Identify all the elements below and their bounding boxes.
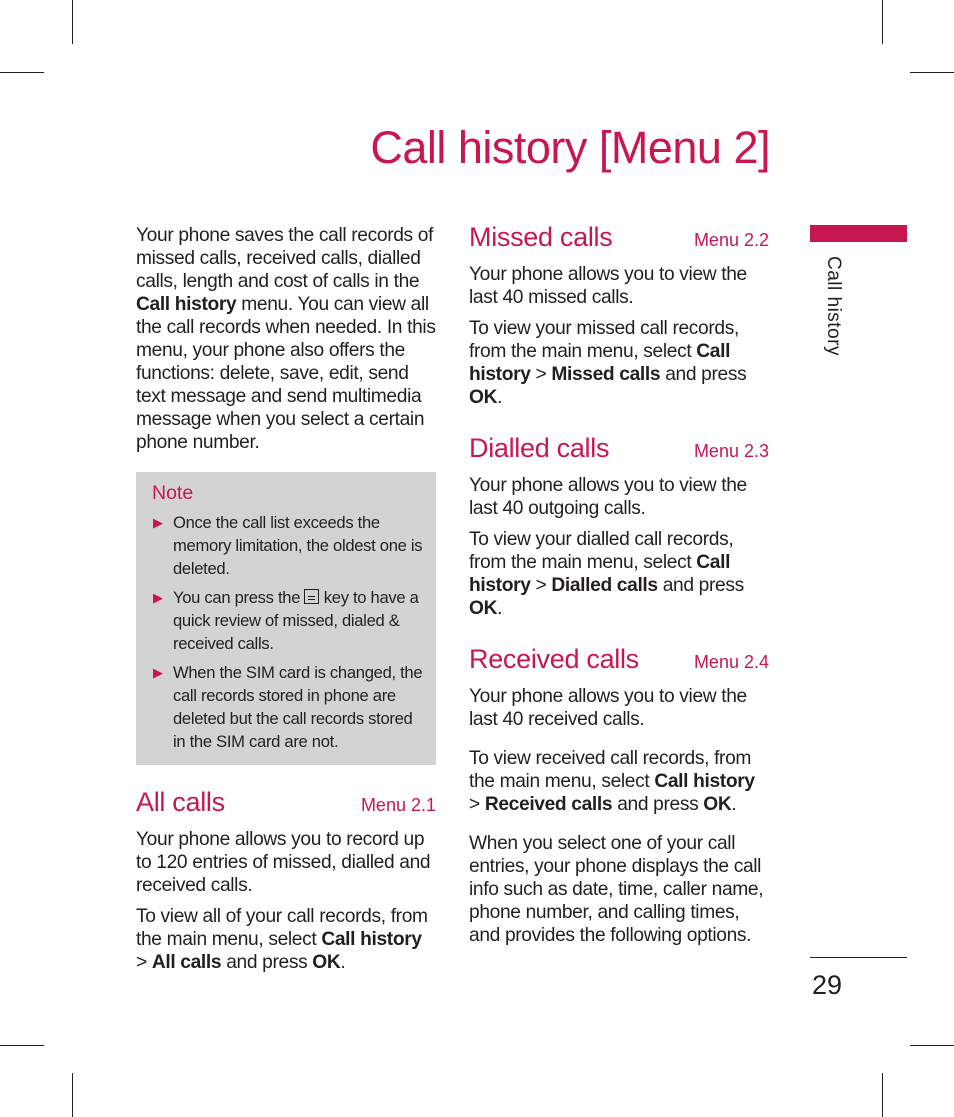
section-paragraph: To view received call records, from the main menu, select Call history > Received calls and press OK. <box>469 748 755 815</box>
section-paragraph: Your phone allows you to record up to 120 entries of missed, dialled and received calls. <box>136 829 431 896</box>
section-menu-number: Menu 2.1 <box>360 795 436 815</box>
page-title: Call history [Menu 2] <box>370 122 770 173</box>
bullet-arrow-icon: ▶ <box>153 590 163 605</box>
section-paragraph: Your phone allows you to view the last 40 received calls. <box>469 686 747 730</box>
page-number: 29 <box>812 970 843 1000</box>
note-box <box>136 472 436 765</box>
section-menu-number: Menu 2.4 <box>693 652 769 672</box>
section-paragraph: To view your missed call records, from the main menu, select Call history > Missed calls and press OK. <box>469 318 747 408</box>
intro-paragraph: Your phone saves the call records of missed calls, received calls, dialled calls, length and cost of calls in the Call history menu. You can view all the call records when needed. In this menu, your phone also offers the functions: delete, save, edit, send text message and send multimedia message when you select a certain phone number. <box>136 225 436 453</box>
section-title: Dialled calls <box>469 433 610 463</box>
side-tab-label: Call history <box>823 256 844 356</box>
crop-mark <box>882 0 883 44</box>
section-all-calls <box>136 787 436 974</box>
section-paragraph: Your phone allows you to view the last 40 outgoing calls. <box>469 475 747 519</box>
crop-mark <box>910 1045 954 1046</box>
section-missed-calls <box>469 222 769 409</box>
crop-mark <box>882 1073 883 1117</box>
section-paragraph: To view all of your call records, from the main menu, select Call history > All calls and press OK. <box>136 906 428 973</box>
page-number-rule <box>810 957 907 958</box>
note-title: Note <box>152 482 194 504</box>
crop-mark <box>72 0 73 44</box>
bullet-arrow-icon: ▶ <box>153 515 163 530</box>
section-dialled-calls <box>469 433 769 620</box>
left-column <box>136 224 436 974</box>
crop-mark <box>910 72 954 73</box>
section-menu-number: Menu 2.3 <box>693 441 769 461</box>
send-key-icon <box>304 589 319 604</box>
section-paragraph: To view your dialled call records, from the main menu, select Call history > Dialled calls and press OK. <box>469 529 744 619</box>
section-title: All calls <box>136 787 225 817</box>
section-title: Missed calls <box>469 222 613 252</box>
section-received-calls <box>469 644 769 947</box>
crop-mark <box>0 1045 44 1046</box>
note-item: ▶ When the SIM card is changed, the call records stored in phone are deleted but the call records stored in the SIM card are not. <box>153 663 423 751</box>
bullet-arrow-icon: ▶ <box>153 665 163 680</box>
crop-mark <box>0 72 44 73</box>
section-title: Received calls <box>469 644 639 674</box>
side-tab-bar <box>810 225 907 242</box>
note-item: ▶ You can press the key to have a quick review of missed, dialed & received calls. <box>153 588 419 653</box>
section-menu-number: Menu 2.2 <box>693 230 769 250</box>
right-column <box>469 222 769 947</box>
section-paragraph: Your phone allows you to view the last 40 missed calls. <box>469 264 747 308</box>
crop-mark <box>72 1073 73 1117</box>
note-item: ▶ Once the call list exceeds the memory limitation, the oldest one is deleted. <box>153 513 423 578</box>
section-paragraph: When you select one of your call entries, your phone displays the call info such as date, time, caller name, phone number, and calling times, and provides the following options. <box>469 833 764 946</box>
